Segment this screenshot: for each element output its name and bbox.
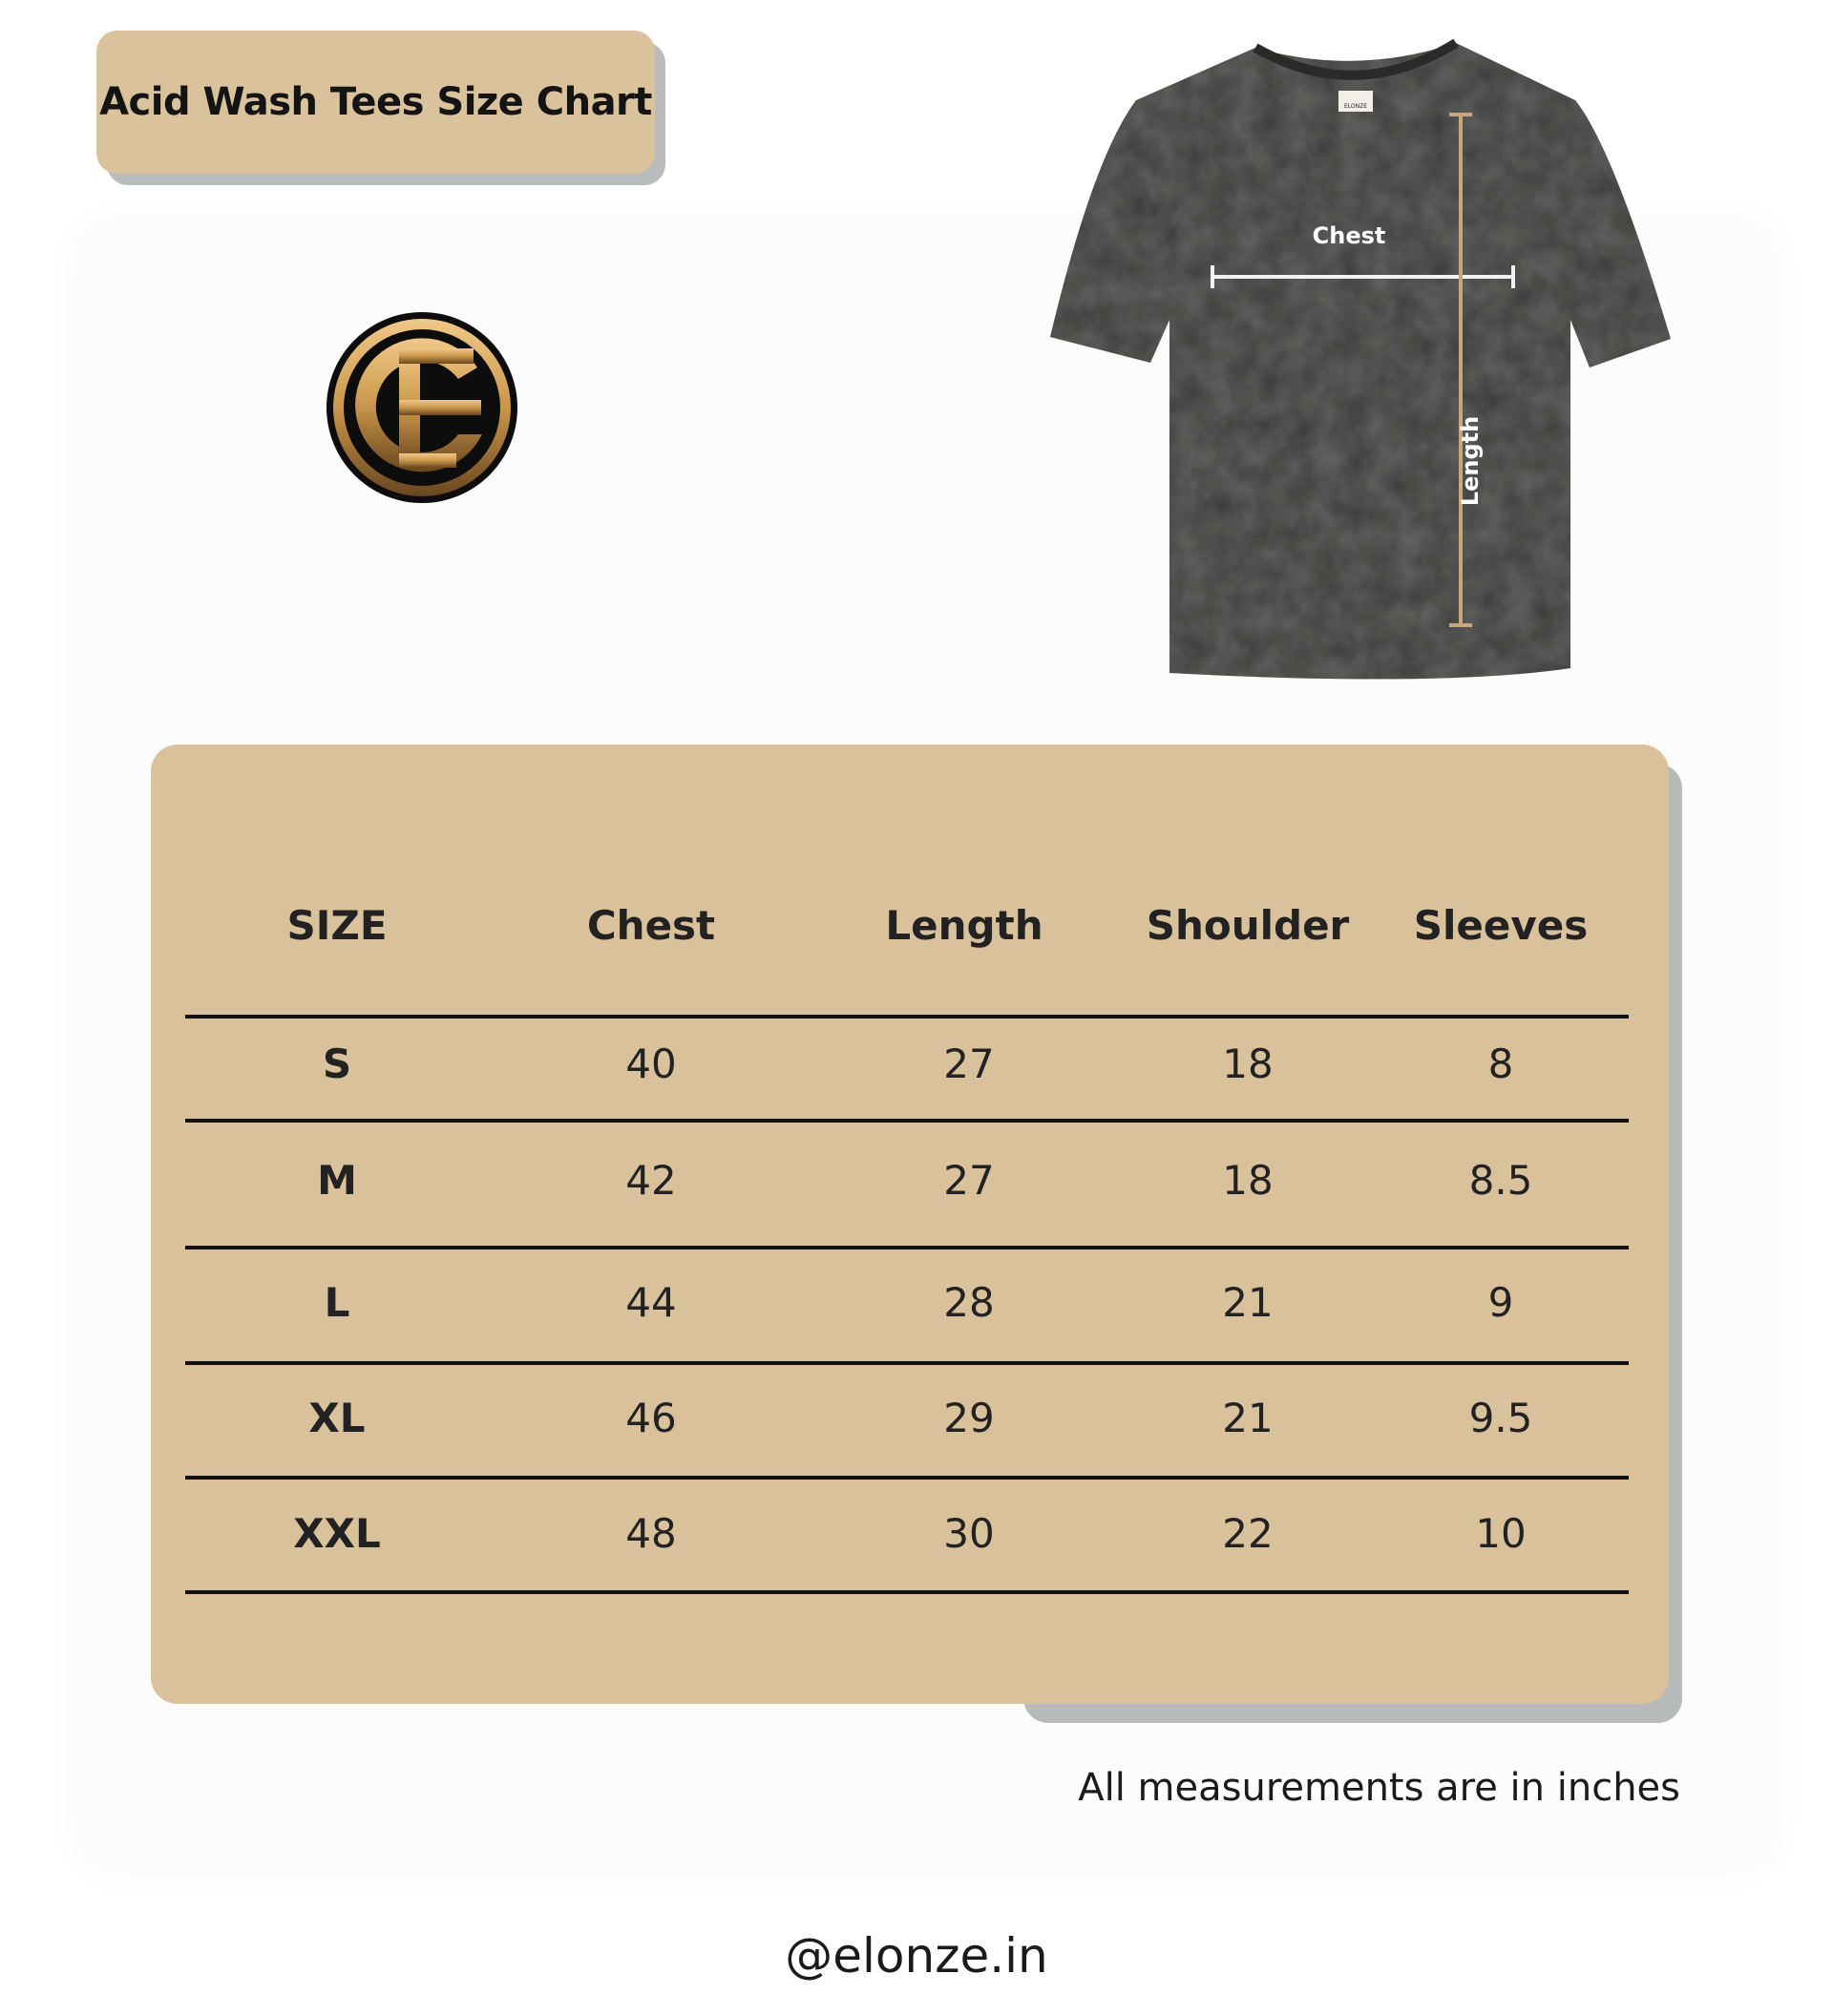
shoulder-cell: 21 — [1222, 1279, 1274, 1326]
table-rule — [185, 1590, 1629, 1594]
shoulder-cell: 22 — [1222, 1510, 1274, 1557]
table-rule — [185, 1361, 1629, 1365]
table-rule — [185, 1015, 1629, 1018]
header-shoulder: Shoulder — [1146, 902, 1350, 949]
length-cell: 30 — [943, 1510, 995, 1557]
sleeves-cell: 8 — [1487, 1040, 1514, 1087]
title-badge — [96, 31, 655, 174]
header-chest: Chest — [586, 902, 716, 949]
size-cell: XL — [308, 1395, 366, 1441]
size-cell: M — [317, 1157, 357, 1204]
shoulder-cell: 21 — [1222, 1395, 1274, 1441]
length-cell: 29 — [943, 1395, 995, 1441]
header-size: SIZE — [286, 902, 388, 949]
tshirt-image-icon — [1041, 33, 1671, 682]
social-handle: @elonze.in — [785, 1928, 1048, 1984]
chest-cell: 44 — [625, 1279, 677, 1326]
shoulder-cell: 18 — [1222, 1040, 1274, 1087]
page-title: Acid Wash Tees Size Chart — [99, 80, 652, 124]
measurement-note: All measurements are in inches — [1078, 1766, 1680, 1810]
brand-tag: ELONZE — [1343, 103, 1368, 110]
header-length: Length — [885, 902, 1043, 949]
header-sleeves: Sleeves — [1413, 902, 1589, 949]
size-cell: XXL — [293, 1510, 381, 1557]
length-label: Length — [1457, 415, 1484, 507]
size-cell: L — [324, 1279, 350, 1326]
table-rule — [185, 1119, 1629, 1123]
length-cell: 27 — [943, 1157, 995, 1204]
chest-cell: 40 — [625, 1040, 677, 1087]
table-rule — [185, 1476, 1629, 1480]
length-cell: 28 — [943, 1279, 995, 1326]
chest-cell: 48 — [625, 1510, 677, 1557]
sleeves-cell: 10 — [1475, 1510, 1527, 1557]
shoulder-cell: 18 — [1222, 1157, 1274, 1204]
table-rule — [185, 1246, 1629, 1250]
size-table-card — [151, 745, 1669, 1704]
monogram-logo-icon — [325, 310, 520, 506]
chest-cell: 42 — [625, 1157, 677, 1204]
sleeves-cell: 8.5 — [1468, 1157, 1533, 1204]
chest-cell: 46 — [625, 1395, 677, 1441]
length-cell: 27 — [943, 1040, 995, 1087]
size-cell: S — [322, 1040, 352, 1087]
sleeves-cell: 9.5 — [1468, 1395, 1533, 1441]
sleeves-cell: 9 — [1487, 1279, 1514, 1326]
chest-label: Chest — [1312, 222, 1386, 249]
